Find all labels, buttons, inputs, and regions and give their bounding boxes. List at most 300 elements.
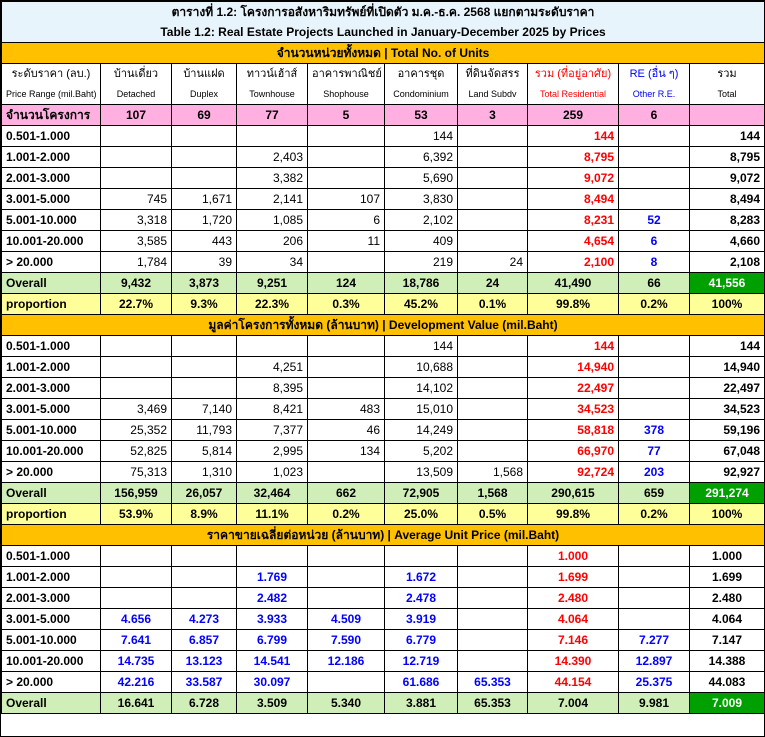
table-cell (308, 546, 385, 567)
proportion-cell: 22.7% (101, 294, 172, 315)
table-cell: 4.064 (690, 609, 765, 630)
overall-row (2, 273, 765, 294)
table-cell: 1.000 (528, 546, 619, 567)
table-cell (101, 126, 172, 147)
column-header-english: Other R.E. (632, 89, 676, 99)
column-header (619, 64, 690, 105)
table-cell (458, 651, 528, 672)
table-cell: 30.097 (237, 672, 308, 693)
column-header-thai: ระดับราคา (ลบ.) (11, 68, 91, 80)
row-label: 2.001-3.000 (2, 588, 101, 609)
table-cell: 24 (458, 252, 528, 273)
proportion-cell: 0.5% (458, 504, 528, 525)
table-cell: 10,688 (385, 357, 458, 378)
proportion-cell: 99.8% (528, 504, 619, 525)
table-row (2, 357, 765, 378)
table-cell: 144 (385, 126, 458, 147)
table-cell (619, 168, 690, 189)
table-cell: 745 (101, 189, 172, 210)
table-cell: 14,249 (385, 420, 458, 441)
table-cell: 7.147 (690, 630, 765, 651)
proportion-cell: 0.3% (308, 294, 385, 315)
table-cell: 378 (619, 420, 690, 441)
table-cell (458, 336, 528, 357)
table-cell (458, 609, 528, 630)
table-cell (172, 336, 237, 357)
table-cell: 7.277 (619, 630, 690, 651)
proportion-cell: 45.2% (385, 294, 458, 315)
table-cell (308, 147, 385, 168)
table-cell: 9,072 (690, 168, 765, 189)
table-cell: 203 (619, 462, 690, 483)
table-cell: 13.123 (172, 651, 237, 672)
row-label: 0.501-1.000 (2, 336, 101, 357)
table-cell: 144 (528, 126, 619, 147)
column-header-thai: บ้านแฝด (183, 68, 225, 80)
table-row (2, 651, 765, 672)
table-cell (458, 126, 528, 147)
table-cell: 2,100 (528, 252, 619, 273)
table-cell: 1.769 (237, 567, 308, 588)
table-cell: 1,784 (101, 252, 172, 273)
table-cell: 107 (101, 105, 172, 126)
overall-cell: 156,959 (101, 483, 172, 504)
section-header (2, 315, 765, 336)
column-header-english: Total (717, 89, 737, 99)
proportion-cell: 9.3% (172, 294, 237, 315)
row-label: 5.001-10.000 (2, 420, 101, 441)
table-row (2, 567, 765, 588)
row-label: 0.501-1.000 (2, 546, 101, 567)
table-cell (101, 336, 172, 357)
table-cell: 42.216 (101, 672, 172, 693)
overall-cell: 16.641 (101, 693, 172, 714)
table-cell: 2,995 (237, 441, 308, 462)
table-cell (458, 630, 528, 651)
table-cell (458, 441, 528, 462)
table-cell (619, 546, 690, 567)
column-header-english: Land Subdv (468, 89, 517, 99)
row-label: proportion (2, 294, 101, 315)
column-header-thai: รวม (ที่อยู่อาศัย) (534, 68, 612, 80)
table-cell: 14.541 (237, 651, 308, 672)
table-cell (619, 609, 690, 630)
table-cell: 8,494 (690, 189, 765, 210)
table-cell (458, 189, 528, 210)
table-cell: 5,202 (385, 441, 458, 462)
table-row (2, 630, 765, 651)
table-cell: 8,421 (237, 399, 308, 420)
table-cell: 5,690 (385, 168, 458, 189)
table-cell: 52,825 (101, 441, 172, 462)
proportion-cell: 25.0% (385, 504, 458, 525)
table-cell (308, 378, 385, 399)
table-cell: 6 (619, 231, 690, 252)
column-header (690, 64, 765, 105)
table-cell (308, 336, 385, 357)
proportion-cell: 0.2% (308, 504, 385, 525)
table-cell (237, 126, 308, 147)
overall-cell: 72,905 (385, 483, 458, 504)
table-cell: 39 (172, 252, 237, 273)
table-cell: 12.719 (385, 651, 458, 672)
table-row (2, 147, 765, 168)
table-cell (458, 210, 528, 231)
table-cell: 2,108 (690, 252, 765, 273)
table-cell: 33.587 (172, 672, 237, 693)
table-cell: 8,795 (690, 147, 765, 168)
table-cell: 2.482 (237, 588, 308, 609)
table-cell: 25,352 (101, 420, 172, 441)
table-cell: 9,072 (528, 168, 619, 189)
table-cell: 259 (528, 105, 619, 126)
section-title: จำนวนหน่วยทั้งหมด | Total No. of Units (2, 43, 765, 64)
column-header (2, 64, 101, 105)
table-cell: 52 (619, 210, 690, 231)
overall-cell: 3.881 (385, 693, 458, 714)
table-cell (101, 546, 172, 567)
row-label: proportion (2, 504, 101, 525)
section-title: มูลค่าโครงการทั้งหมด (ล้านบาท) | Development Value (mil.Baht) (2, 315, 765, 336)
table-cell: 483 (308, 399, 385, 420)
table-cell (101, 357, 172, 378)
table-cell: 7.641 (101, 630, 172, 651)
table-cell: 59,196 (690, 420, 765, 441)
row-label: 5.001-10.000 (2, 210, 101, 231)
proportion-row (2, 294, 765, 315)
column-header-english: Townhouse (249, 89, 295, 99)
table-cell (458, 420, 528, 441)
table-cell: 44.154 (528, 672, 619, 693)
table-cell (101, 567, 172, 588)
table-cell: 75,313 (101, 462, 172, 483)
table-cell: 4,654 (528, 231, 619, 252)
table-cell: 13,509 (385, 462, 458, 483)
table-row (2, 672, 765, 693)
project-count-row (2, 105, 765, 126)
table-cell (458, 231, 528, 252)
proportion-cell: 100% (690, 294, 765, 315)
table-cell (172, 357, 237, 378)
table-cell: 6.799 (237, 630, 308, 651)
overall-cell: 1,568 (458, 483, 528, 504)
table-cell: 8,283 (690, 210, 765, 231)
table-cell: 7.146 (528, 630, 619, 651)
table-cell: 6,392 (385, 147, 458, 168)
table-cell (619, 189, 690, 210)
row-label: Overall (2, 273, 101, 294)
table-cell (172, 588, 237, 609)
table-cell: 12.897 (619, 651, 690, 672)
table-cell: 3,585 (101, 231, 172, 252)
grand-total-cell: 41,556 (690, 273, 765, 294)
table-cell (308, 168, 385, 189)
proportion-cell: 22.3% (237, 294, 308, 315)
table-row (2, 609, 765, 630)
column-header (528, 64, 619, 105)
table-cell: 206 (237, 231, 308, 252)
table-cell: 3.933 (237, 609, 308, 630)
table-cell: 58,818 (528, 420, 619, 441)
table-cell: 69 (172, 105, 237, 126)
table-cell (308, 357, 385, 378)
table-cell (458, 546, 528, 567)
table-cell (172, 168, 237, 189)
table-cell: 2,102 (385, 210, 458, 231)
table-cell: 4.509 (308, 609, 385, 630)
table-cell: 1.672 (385, 567, 458, 588)
table-cell: 144 (690, 126, 765, 147)
table-cell: 1,568 (458, 462, 528, 483)
table-cell: 2.480 (528, 588, 619, 609)
table-cell: 1.699 (690, 567, 765, 588)
table-cell: 6.779 (385, 630, 458, 651)
table-cell (690, 105, 765, 126)
table-cell: 34 (237, 252, 308, 273)
table-cell: 4.656 (101, 609, 172, 630)
column-header (385, 64, 458, 105)
table-cell: 22,497 (528, 378, 619, 399)
table-cell: 107 (308, 189, 385, 210)
table-cell (458, 357, 528, 378)
table-cell: 5,814 (172, 441, 237, 462)
row-label: 1.001-2.000 (2, 147, 101, 168)
table-cell: 14.388 (690, 651, 765, 672)
table-cell: 92,724 (528, 462, 619, 483)
table-cell: 34,523 (690, 399, 765, 420)
table-cell: 92,927 (690, 462, 765, 483)
overall-cell: 7.004 (528, 693, 619, 714)
table-cell: 8,231 (528, 210, 619, 231)
table-cell: 3.919 (385, 609, 458, 630)
row-label: 0.501-1.000 (2, 126, 101, 147)
table-row (2, 189, 765, 210)
table-cell (385, 546, 458, 567)
table-cell (458, 588, 528, 609)
table-cell: 3,469 (101, 399, 172, 420)
table-cell (237, 546, 308, 567)
table-cell (101, 588, 172, 609)
column-header-english: Condominium (393, 89, 449, 99)
grand-total-cell: 291,274 (690, 483, 765, 504)
overall-cell: 290,615 (528, 483, 619, 504)
table-cell: 14,940 (528, 357, 619, 378)
proportion-cell: 8.9% (172, 504, 237, 525)
column-header (172, 64, 237, 105)
table-cell (458, 168, 528, 189)
row-label: Overall (2, 483, 101, 504)
table-row (2, 546, 765, 567)
table-cell (458, 399, 528, 420)
overall-cell: 24 (458, 273, 528, 294)
table-cell (619, 588, 690, 609)
table-cell: 46 (308, 420, 385, 441)
column-header-english: Detached (116, 89, 156, 99)
row-label: จำนวนโครงการ (2, 105, 101, 126)
table-cell (619, 567, 690, 588)
overall-cell: 66 (619, 273, 690, 294)
table-cell: 4,251 (237, 357, 308, 378)
section-title: ราคาขายเฉลี่ยต่อหน่วย (ล้านบาท) | Average Unit Price (mil.Baht) (2, 525, 765, 546)
table-cell (172, 567, 237, 588)
table-cell: 15,010 (385, 399, 458, 420)
table-cell: 1.699 (528, 567, 619, 588)
table-row (2, 588, 765, 609)
table-cell: 1,310 (172, 462, 237, 483)
overall-cell: 3,873 (172, 273, 237, 294)
table-cell: 8,494 (528, 189, 619, 210)
overall-row (2, 483, 765, 504)
overall-cell: 6.728 (172, 693, 237, 714)
table-cell: 7,377 (237, 420, 308, 441)
table-cell: 443 (172, 231, 237, 252)
table-cell: 6 (308, 210, 385, 231)
column-header-thai: ที่ดินจัดสรร (465, 68, 520, 80)
row-label: 10.001-20.000 (2, 441, 101, 462)
table-cell: 2.478 (385, 588, 458, 609)
table-cell (308, 672, 385, 693)
column-header-thai: บ้านเดี่ยว (113, 68, 159, 80)
table-cell: 7.590 (308, 630, 385, 651)
table-cell: 1,085 (237, 210, 308, 231)
table-cell: 77 (237, 105, 308, 126)
table-cell: 11 (308, 231, 385, 252)
overall-cell: 32,464 (237, 483, 308, 504)
table-cell: 8 (619, 252, 690, 273)
table-cell: 65.353 (458, 672, 528, 693)
table-cell: 3,830 (385, 189, 458, 210)
table-cell: 77 (619, 441, 690, 462)
proportion-cell: 0.1% (458, 294, 528, 315)
grand-total-cell: 7.009 (690, 693, 765, 714)
table-cell: 219 (385, 252, 458, 273)
table-cell: 7,140 (172, 399, 237, 420)
column-header-english: Price Range (mil.Baht) (6, 89, 97, 99)
table-cell: 44.083 (690, 672, 765, 693)
column-header (101, 64, 172, 105)
table-row (2, 441, 765, 462)
table-cell: 3,382 (237, 168, 308, 189)
table-cell: 12.186 (308, 651, 385, 672)
table-cell (172, 147, 237, 168)
proportion-cell: 0.2% (619, 294, 690, 315)
table-cell: 2.480 (690, 588, 765, 609)
table-cell (458, 567, 528, 588)
overall-cell: 9.981 (619, 693, 690, 714)
table-cell: 2,403 (237, 147, 308, 168)
table-cell (237, 336, 308, 357)
price-range-table (1, 1, 765, 714)
table-cell: 6.857 (172, 630, 237, 651)
overall-cell: 659 (619, 483, 690, 504)
overall-cell: 9,432 (101, 273, 172, 294)
table-cell (101, 378, 172, 399)
table-cell: 134 (308, 441, 385, 462)
table-cell (308, 588, 385, 609)
table-cell (101, 147, 172, 168)
table-cell: 22,497 (690, 378, 765, 399)
table-cell: 8,795 (528, 147, 619, 168)
table-row (2, 231, 765, 252)
row-label: 2.001-3.000 (2, 378, 101, 399)
table-cell: 5 (308, 105, 385, 126)
table-cell: 1.000 (690, 546, 765, 567)
row-label: 2.001-3.000 (2, 168, 101, 189)
table-cell (458, 378, 528, 399)
section-header (2, 43, 765, 64)
row-label: 3.001-5.000 (2, 609, 101, 630)
row-label: 1.001-2.000 (2, 357, 101, 378)
column-header-thai: ทาวน์เฮ้าส์ (246, 68, 298, 80)
table-title-english: Table 1.2: Real Estate Projects Launched in January-December 2025 by Prices (2, 22, 765, 43)
table-cell (458, 147, 528, 168)
table-cell (101, 168, 172, 189)
table-row (2, 462, 765, 483)
overall-cell: 18,786 (385, 273, 458, 294)
table-row (2, 168, 765, 189)
overall-cell: 41,490 (528, 273, 619, 294)
proportion-cell: 100% (690, 504, 765, 525)
table-row (2, 336, 765, 357)
table-cell: 4,660 (690, 231, 765, 252)
row-label: 10.001-20.000 (2, 651, 101, 672)
proportion-cell: 99.8% (528, 294, 619, 315)
table-cell: 3,318 (101, 210, 172, 231)
overall-cell: 3.509 (237, 693, 308, 714)
column-header (237, 64, 308, 105)
table-cell: 4.273 (172, 609, 237, 630)
row-label: > 20.000 (2, 462, 101, 483)
row-label: > 20.000 (2, 252, 101, 273)
table-cell: 8,395 (237, 378, 308, 399)
table-cell: 66,970 (528, 441, 619, 462)
table-row (2, 378, 765, 399)
table-cell: 144 (528, 336, 619, 357)
table-cell: 144 (690, 336, 765, 357)
table-cell: 61.686 (385, 672, 458, 693)
overall-cell: 662 (308, 483, 385, 504)
table-cell: 14.735 (101, 651, 172, 672)
table-cell: 25.375 (619, 672, 690, 693)
table-cell: 11,793 (172, 420, 237, 441)
column-header-english: Total Residential (539, 89, 607, 99)
table-row (2, 252, 765, 273)
table-cell (619, 378, 690, 399)
table-row (2, 420, 765, 441)
column-header (308, 64, 385, 105)
table-row (2, 399, 765, 420)
row-label: > 20.000 (2, 672, 101, 693)
table-cell (308, 126, 385, 147)
table-title-thai: ตารางที่ 1.2: โครงการอสังหาริมทรัพย์ที่เปิดตัว ม.ค.-ธ.ค. 2568 แยกตามระดับราคา (2, 2, 765, 23)
overall-cell: 26,057 (172, 483, 237, 504)
section-header (2, 525, 765, 546)
proportion-cell: 53.9% (101, 504, 172, 525)
column-header-row (2, 64, 765, 105)
proportion-cell: 0.2% (619, 504, 690, 525)
table-cell: 14.390 (528, 651, 619, 672)
table-cell: 144 (385, 336, 458, 357)
column-header-thai: อาคารชุด (397, 68, 445, 80)
overall-cell: 9,251 (237, 273, 308, 294)
table-cell: 409 (385, 231, 458, 252)
table-row (2, 210, 765, 231)
table-cell (619, 126, 690, 147)
column-header-thai: อาคารพาณิชย์ (312, 68, 382, 80)
table-cell: 34,523 (528, 399, 619, 420)
table-cell: 3 (458, 105, 528, 126)
column-header (458, 64, 528, 105)
